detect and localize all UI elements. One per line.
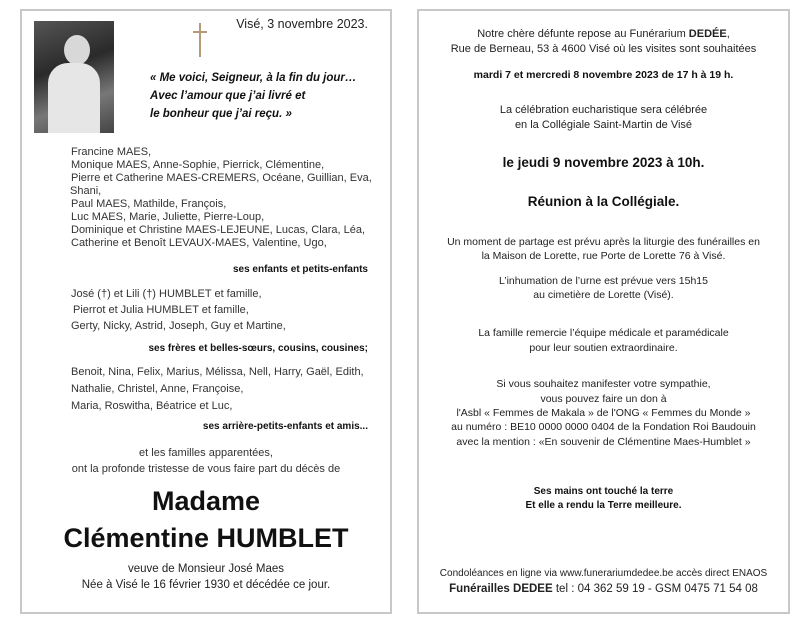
poem-line: Et elle a rendu la Terre meilleure.	[525, 500, 682, 511]
widow-line: veuve de Monsieur José Maes	[128, 563, 284, 575]
rest-text: Notre chère défunte repose au Funérarium	[477, 28, 689, 40]
section-label: ses frères et belles-sœurs, cousins, cousines;	[148, 343, 368, 354]
phone-numbers: tel : 04 362 59 19 - GSM 0475 71 54 08	[552, 583, 758, 595]
funeral-director: Funérailles DEDEE	[449, 583, 553, 595]
condolences-line: Condoléances en ligne via www.funerariumdedee.be accès direct ENAOS	[439, 568, 768, 579]
family-line: Shani,	[70, 185, 102, 197]
right-page	[417, 9, 790, 614]
quote-line: Avec l’amour que j’ai livré et	[150, 90, 306, 102]
family-line: Dominique et Christine MAES-LEJEUNE, Lucas, Clara, Léa,	[71, 224, 366, 236]
family-line: Monique MAES, Anne-Sophie, Pierrick, Clémentine,	[71, 159, 325, 171]
families-line: ont la profonde tristesse de vous faire part du décès de	[71, 463, 341, 475]
date: Visé, 3 novembre 2023.	[236, 17, 368, 31]
birth-line: Née à Visé le 16 février 1930 et décédée ce jour.	[81, 579, 331, 591]
donation-line: vous pouvez faire un don à	[540, 393, 667, 405]
family-line: Luc MAES, Marie, Juliette, Pierre-Loup,	[71, 211, 265, 223]
deceased-title: Madame	[151, 486, 261, 516]
donation-line: avec la mention : «En souvenir de Clémentine Maes-Humblet »	[456, 436, 751, 448]
family-line: Benoit, Nina, Felix, Marius, Mélissa, Nell, Harry, Gaël, Edith,	[71, 366, 364, 378]
family-line: Catherine et Benoît LEVAUX-MAES, Valentine, Ugo,	[71, 237, 327, 249]
address-line: Rue de Berneau, 53 à 4600 Visé où les visites sont souhaitées	[450, 43, 757, 55]
funeral-home-name: DEDÉE	[688, 28, 727, 40]
rest-line	[419, 28, 788, 41]
family-line: José (†) et Lili (†) HUMBLET et famille,	[71, 288, 262, 300]
donation-line: Si vous souhaitez manifester votre sympathie,	[496, 378, 711, 390]
family-line: Pierre et Catherine MAES-CREMERS, Océane, Guillian, Eva,	[71, 172, 372, 184]
family-line: Maria, Roswitha, Béatrice et Luc,	[71, 400, 233, 412]
donation-line: au numéro : BE10 0000 0000 0404 de la Fondation Roi Baudouin	[451, 421, 756, 433]
section-label: ses arrière-petits-enfants et amis...	[202, 421, 368, 432]
donation-line: l'Asbl « Femmes de Makala » de l'ONG « Femmes du Monde »	[456, 407, 751, 419]
thanks-line: La famille remercie l’équipe médicale et paramédicale	[478, 327, 729, 339]
family-line: Francine MAES,	[71, 146, 152, 158]
quote-line: « Me voici, Seigneur, à la fin du jour…	[150, 72, 357, 84]
cross-icon	[193, 23, 207, 57]
ceremony-date: le jeudi 9 novembre 2023 à 10h.	[502, 155, 705, 170]
family-line: Pierrot et Julia HUMBLET et famille,	[73, 304, 249, 316]
contact-line	[419, 582, 788, 596]
quote-line: le bonheur que j’ai reçu. »	[150, 108, 292, 120]
sharing-line: la Maison de Lorette, rue Porte de Lorette 76 à Visé.	[481, 250, 726, 262]
deceased-name: Clémentine HUMBLET	[63, 523, 349, 553]
families-line: et les familles apparentées,	[139, 447, 273, 459]
thanks-line: pour leur soutien extraordinaire.	[529, 342, 678, 354]
family-line: Gerty, Nicky, Astrid, Joseph, Guy et Martine,	[71, 320, 286, 332]
celebration-line: en la Collégiale Saint-Martin de Visé	[514, 119, 693, 131]
meeting-line: Réunion à la Collégiale.	[527, 194, 680, 209]
poem-line: Ses mains ont touché la terre	[533, 486, 674, 497]
left-page	[20, 9, 392, 614]
portrait-photo	[34, 21, 114, 133]
sharing-line: Un moment de partage est prévu après la liturgie des funérailles en	[447, 236, 760, 248]
burial-line: au cimetière de Lorette (Visé).	[533, 289, 674, 301]
burial-line: L’inhumation de l’urne est prévue vers 15h15	[499, 275, 708, 287]
family-line: Nathalie, Christel, Anne, Françoise,	[71, 383, 244, 395]
celebration-line: La célébration eucharistique sera célébrée	[499, 104, 708, 116]
family-line: Paul MAES, Mathilde, François,	[71, 198, 227, 210]
rest-text: ,	[726, 28, 730, 40]
visits-line: mardi 7 et mercredi 8 novembre 2023 de 17 h à 19 h.	[473, 69, 734, 81]
section-label: ses enfants et petits-enfants	[232, 264, 368, 275]
